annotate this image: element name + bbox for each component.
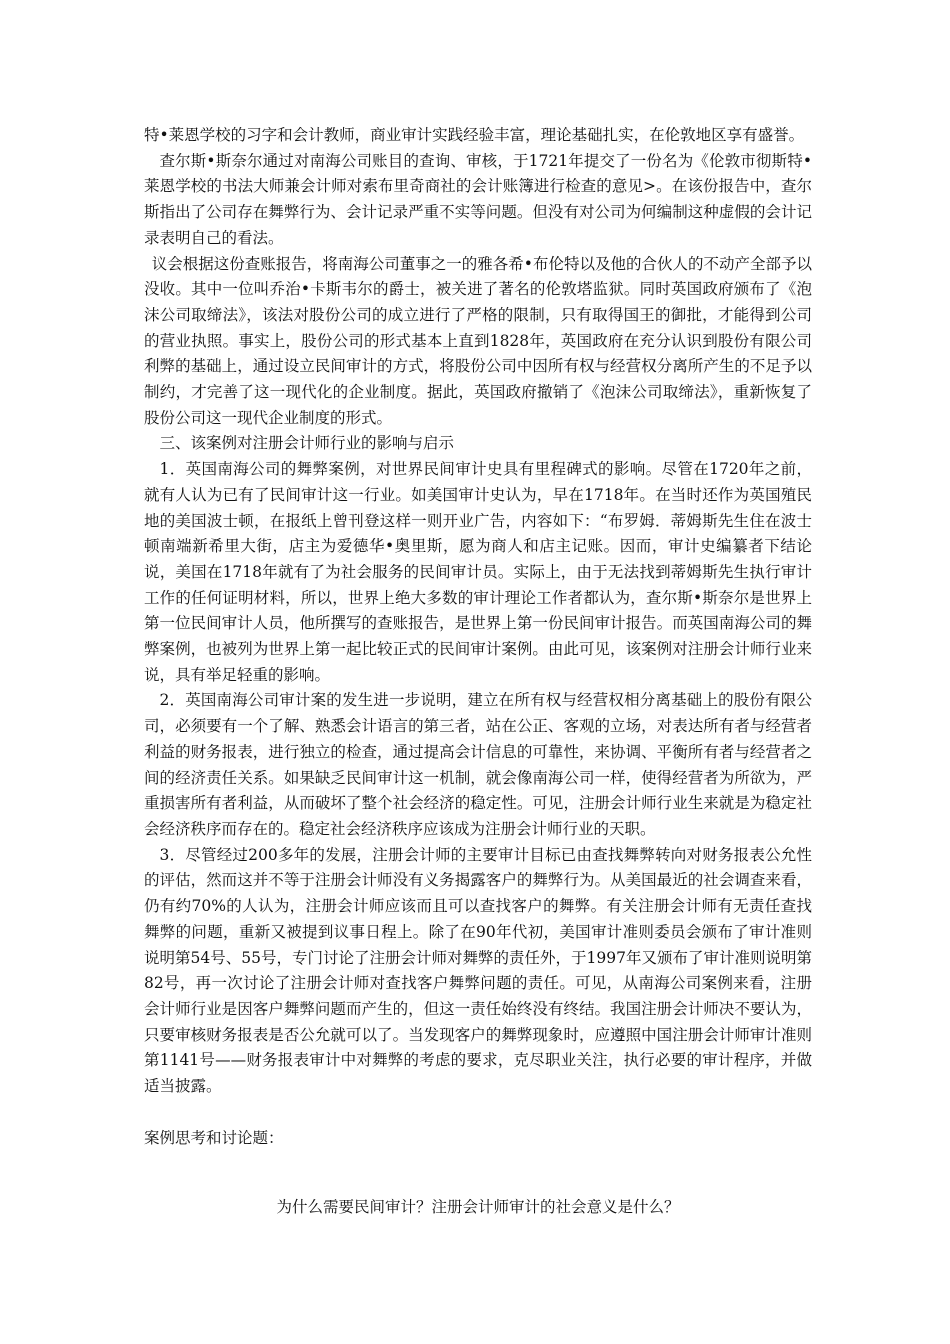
paragraph-point-1: 1．英国南海公司的舞弊案例，对世界民间审计史具有里程碑式的影响。尽管在1720年之前，就有人认为已有了民间审计这一行业。如美国审计史认为，早在1718年。在当时还作为英国殖民地的美国波士顿，在报纸上曾刊登这样一则开业广告，内容如下：“布罗姆．蒂姆斯先生住在波士顿南端新希里大街，店主为爱德华•奥里斯，愿为商人和店主记账。因而，审计史编纂者下结论说，美国在1718年就有了为社会服务的民间审计员。实际上，由于无法找到蒂姆斯先生执行审计工作的任何证明材料，所以，世界上绝大多数的审计理论工作者都认为，查尔斯•斯奈尔是世界上第一位民间审计人员，他所撰写的查账报告，是世界上第一份民间审计报告。而英国南海公司的舞弊案例，也被列为世界上第一起比较正式的民间审计案例。由此可见，该案例对注册会计师行业来说，具有举足轻重的影响。: [144, 460, 812, 684]
document-body: [144, 123, 812, 1151]
discussion-question: 为什么需要民间审计？注册会计师审计的社会意义是什么？: [276, 1198, 680, 1216]
paragraph-continuation: 特•莱恩学校的习字和会计教师，商业审计实践经验丰富，理论基础扎实，在伦敦地区享有盛誉。: [144, 126, 805, 144]
section-heading-impact: 三、该案例对注册会计师行业的影响与启示: [159, 434, 455, 453]
paragraph-point-3: 3．尽管经过200多年的发展，注册会计师的主要审计目标已由查找舞弊转向对财务报表公允性的评估，然而这并不等于注册会计师没有义务揭露客户的舞弊行为。从美国最近的社会调查来看，仍有约70%的人认为，注册会计师应该而且可以查找客户的舞弊。有关注册会计师有无责任查找舞弊的问题，重新又被提到议事日程上。除了在90年代初，美国审计准则委员会颁布了审计准则说明第54号、55号，专门讨论了注册会计师对舞弊的责任外，于1997年又颁布了审计准则说明第82号，再一次讨论了注册会计师对查找客户舞弊问题的责任。可见，从南海公司案例来看，注册会计师行业是因客户舞弊问题而产生的，但这一责任始终没有终结。我国注册会计师决不要认为，只要审核财务报表是否公允就可以了。当发现客户的舞弊现象时，应遵照中国注册会计师审计准则第1141号——财务报表审计中对舞弊的考虑的要求，克尽职业关注，执行必要的审计程序，并做适当披露。: [144, 845, 812, 1096]
paragraph-parliament-action: 议会根据这份查账报告，将南海公司董事之一的雅各希•布伦特以及他的合伙人的不动产全部予以没收。其中一位叫乔治•卡斯韦尔的爵士，被关进了著名的伦敦塔监狱。同时英国政府颁布了《泡沫公司取缔法》，该法对股份公司的成立进行了严格的限制，只有取得国王的御批，才能得到公司的营业执照。事实上，股份公司的形式基本上直到1828年，英国政府在充分认识到股份有限公司利弊的基础上，通过设立民间审计的方式，将股份公司中因所有权与经营权分离所产生的不足予以制约，才完善了这一现代化的企业制度。据此，英国政府撤销了《泡沫公司取缔法》，重新恢复了股份公司这一现代企业制度的形式。: [144, 254, 812, 427]
paragraph-charles-report: 查尔斯•斯奈尔通过对南海公司账目的查询、审核，于1721年提交了一份名为《伦敦市彻斯特•莱恩学校的书法大师兼会计师对索布里奇商社的会计账簿进行检查的意见>。在该份报告中，查尔斯指出了公司存在舞弊行为、会计记录严重不实等问题。但没有对公司为何编制这种虚假的会计记录表明自己的看法。: [144, 151, 812, 247]
paragraph-point-2: 2．英国南海公司审计案的发生进一步说明，建立在所有权与经营权相分离基础上的股份有限公司，必须要有一个了解、熟悉会计语言的第三者，站在公正、客观的立场，对表达所有者与经营者利益的财务报表，进行独立的检查，通过提高会计信息的可靠性，来协调、平衡所有者与经营者之间的经济责任关系。如果缺乏民间审计这一机制，就会像南海公司一样，使得经营者为所欲为，严重损害所有者利益，从而破坏了整个社会经济的稳定性。可见，注册会计师行业生来就是为稳定社会经济秩序而存在的。稳定社会经济秩序应该成为注册会计师行业的天职。: [144, 691, 812, 838]
discussion-heading: 案例思考和讨论题：: [144, 1128, 284, 1147]
